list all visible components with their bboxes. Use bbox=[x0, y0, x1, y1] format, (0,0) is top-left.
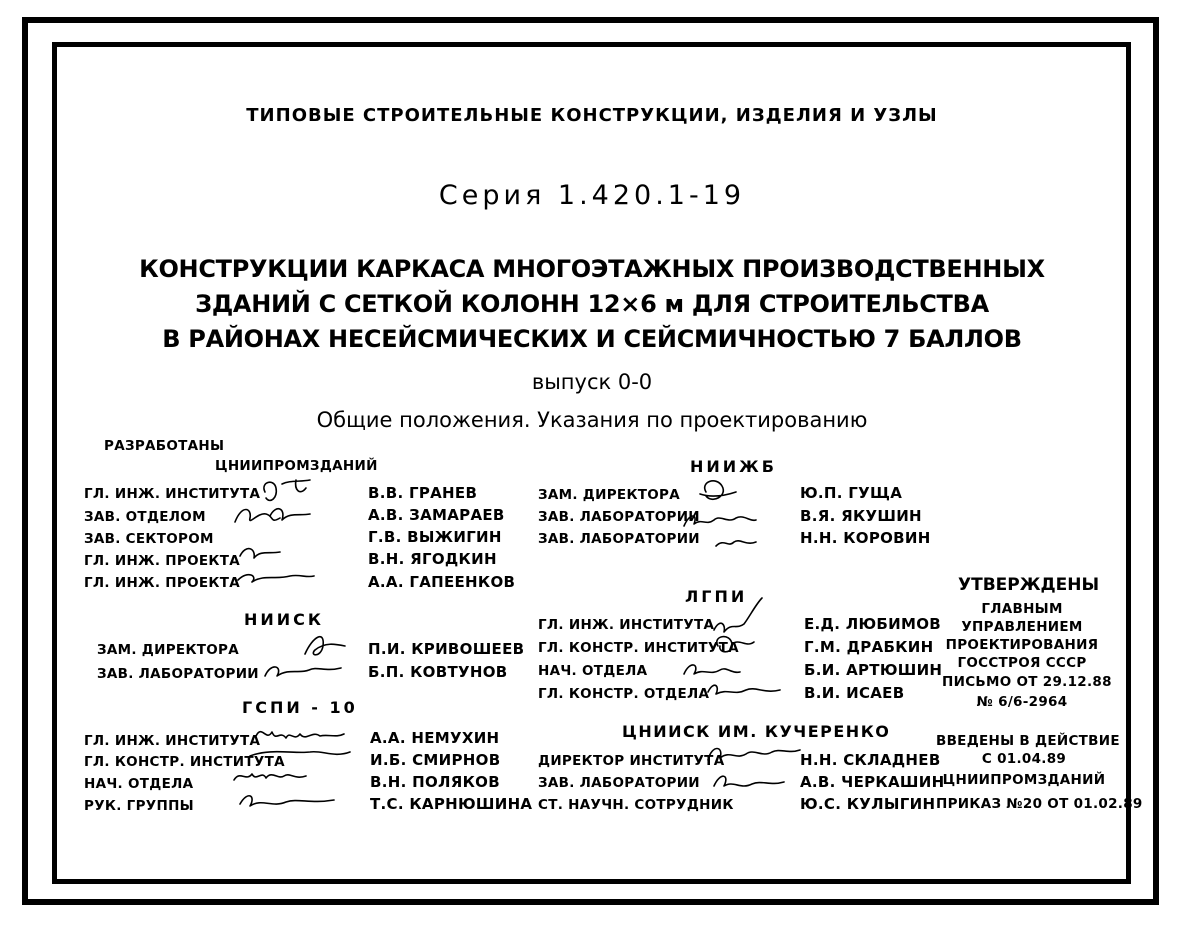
person-name: В.В. ГРАНЕВ bbox=[368, 484, 478, 502]
role-label: ЗАВ. ЛАБОРАТОРИИ bbox=[538, 775, 700, 791]
org-name-cniiprom: ЦНИИПРОМЗДАНИЙ bbox=[215, 458, 378, 474]
handwritten-signatures-gspi bbox=[210, 716, 360, 826]
title-line-1: КОНСТРУКЦИИ КАРКАСА МНОГОЭТАЖНЫХ ПРОИЗВОДСТВЕННЫХ bbox=[139, 255, 1045, 283]
person-name: В.Н. ЯГОДКИН bbox=[368, 550, 497, 568]
role-label: ГЛ. ИНЖ. ИНСТИТУТА bbox=[538, 617, 715, 633]
person-name: В.И. ИСАЕВ bbox=[804, 684, 905, 702]
role-label: ЗАВ. ОТДЕЛОМ bbox=[84, 509, 206, 525]
person-name: Т.С. КАРНЮШИНА bbox=[370, 795, 533, 813]
role-label: ЗАВ. ЛАБОРАТОРИИ bbox=[97, 666, 259, 682]
person-name: Н.Н. КОРОВИН bbox=[800, 529, 931, 547]
issue-number: выпуск 0-0 bbox=[531, 370, 653, 394]
introduction-org: ЦНИИПРОМЗДАНИЙ bbox=[942, 772, 1106, 788]
role-label: ГЛ. ИНЖ. ИНСТИТУТА bbox=[84, 733, 261, 749]
title-line-2: ЗДАНИЙ С СЕТКОЙ КОЛОНН 12×6 м ДЛЯ СТРОИТЕЛЬСТВА bbox=[195, 290, 989, 318]
person-name: Ю.С. КУЛЫГИН bbox=[800, 795, 936, 813]
approval-line: УПРАВЛЕНИЕМ bbox=[961, 619, 1083, 635]
person-name: А.А. НЕМУХИН bbox=[370, 729, 500, 747]
person-name: Г.М. ДРАБКИН bbox=[804, 638, 934, 656]
series-number: Серия 1.420.1-19 bbox=[438, 180, 746, 211]
role-label: РУК. ГРУППЫ bbox=[84, 798, 194, 814]
handwritten-signatures-lgpi bbox=[674, 596, 800, 702]
person-name: Г.В. ВЫЖИГИН bbox=[368, 528, 502, 546]
document-header: ТИПОВЫЕ СТРОИТЕЛЬНЫЕ КОНСТРУКЦИИ, ИЗДЕЛИЯ И УЗЛЫ bbox=[246, 105, 938, 126]
role-label: ЗАМ. ДИРЕКТОРА bbox=[538, 487, 681, 503]
org-name-lgpi: ЛГПИ bbox=[685, 587, 748, 606]
role-label: НАЧ. ОТДЕЛА bbox=[538, 663, 648, 679]
approval-letter-date: ПИСЬМО ОТ 29.12.88 bbox=[942, 674, 1112, 690]
approval-line: ПРОЕКТИРОВАНИЯ bbox=[945, 637, 1099, 653]
handwritten-signatures-niizhb bbox=[676, 474, 796, 554]
role-label: ЗАВ. ЛАБОРАТОРИИ bbox=[538, 509, 700, 525]
document-subtitle: Общие положения. Указания по проектированию bbox=[316, 408, 868, 432]
role-label: ГЛ. КОНСТР. ОТДЕЛА bbox=[538, 686, 710, 702]
role-label: ГЛ. ИНЖ. ПРОЕКТА bbox=[84, 575, 240, 591]
role-label: НАЧ. ОТДЕЛА bbox=[84, 776, 194, 792]
role-label: ЗАМ. ДИРЕКТОРА bbox=[97, 642, 240, 658]
role-label: СТ. НАУЧН. СОТРУДНИК bbox=[538, 797, 734, 813]
role-label: ГЛ. ИНЖ. ИНСТИТУТА bbox=[84, 486, 261, 502]
person-name: В.Н. ПОЛЯКОВ bbox=[370, 773, 500, 791]
title-line-3: В РАЙОНАХ НЕСЕЙСМИЧЕСКИХ И СЕЙСМИЧНОСТЬЮ 7 БАЛЛОВ bbox=[162, 325, 1022, 353]
approval-letter-number: № 6/6-2964 bbox=[976, 694, 1068, 710]
org-name-gspi: ГСПИ - 10 bbox=[242, 698, 358, 717]
approval-line: ГОССТРОЯ СССР bbox=[957, 655, 1087, 671]
person-name: А.В. ЗАМАРАЕВ bbox=[368, 506, 505, 524]
approval-line: ГЛАВНЫМ bbox=[981, 601, 1063, 617]
developed-by-label: РАЗРАБОТАНЫ bbox=[104, 438, 225, 454]
person-name: А.А. ГАПЕЕНКОВ bbox=[368, 573, 516, 591]
person-name: Б.П. КОВТУНОВ bbox=[368, 663, 508, 681]
approval-title: УТВЕРЖДЕНЫ bbox=[958, 575, 1100, 595]
introduction-line: ВВЕДЕНЫ В ДЕЙСТВИЕ bbox=[936, 733, 1120, 749]
role-label: ДИРЕКТОР ИНСТИТУТА bbox=[538, 753, 725, 769]
role-label: ГЛ. ИНЖ. ПРОЕКТА bbox=[84, 553, 240, 569]
handwritten-signatures-cniisk bbox=[700, 734, 810, 804]
person-name: И.Б. СМИРНОВ bbox=[370, 751, 501, 769]
person-name: П.И. КРИВОШЕЕВ bbox=[368, 640, 525, 658]
person-name: В.Я. ЯКУШИН bbox=[800, 507, 922, 525]
person-name: А.В. ЧЕРКАШИН bbox=[800, 773, 945, 791]
introduction-order: ПРИКАЗ №20 ОТ 01.02.89 bbox=[936, 796, 1143, 812]
introduction-date: С 01.04.89 bbox=[981, 751, 1067, 767]
person-name: Е.Д. ЛЮБИМОВ bbox=[804, 615, 941, 633]
handwritten-signatures-cniiprom bbox=[230, 474, 340, 599]
person-name: Ю.П. ГУЩА bbox=[800, 484, 903, 502]
role-label: ЗАВ. ЛАБОРАТОРИИ bbox=[538, 531, 700, 547]
role-label: ЗАВ. СЕКТОРОМ bbox=[84, 531, 214, 547]
handwritten-signatures-niisk bbox=[255, 626, 365, 686]
person-name: Н.Н. СКЛАДНЕВ bbox=[800, 751, 941, 769]
org-name-niisk: НИИСК bbox=[244, 610, 324, 629]
org-name-cniisk: ЦНИИСК ИМ. КУЧЕРЕНКО bbox=[622, 722, 891, 741]
person-name: Б.И. АРТЮШИН bbox=[804, 661, 943, 679]
org-name-niizhb: НИИЖБ bbox=[690, 457, 777, 476]
role-label: ГЛ. КОНСТР. ИНСТИТУТА bbox=[538, 640, 739, 656]
role-label: ГЛ. КОНСТР. ИНСТИТУТА bbox=[84, 754, 285, 770]
